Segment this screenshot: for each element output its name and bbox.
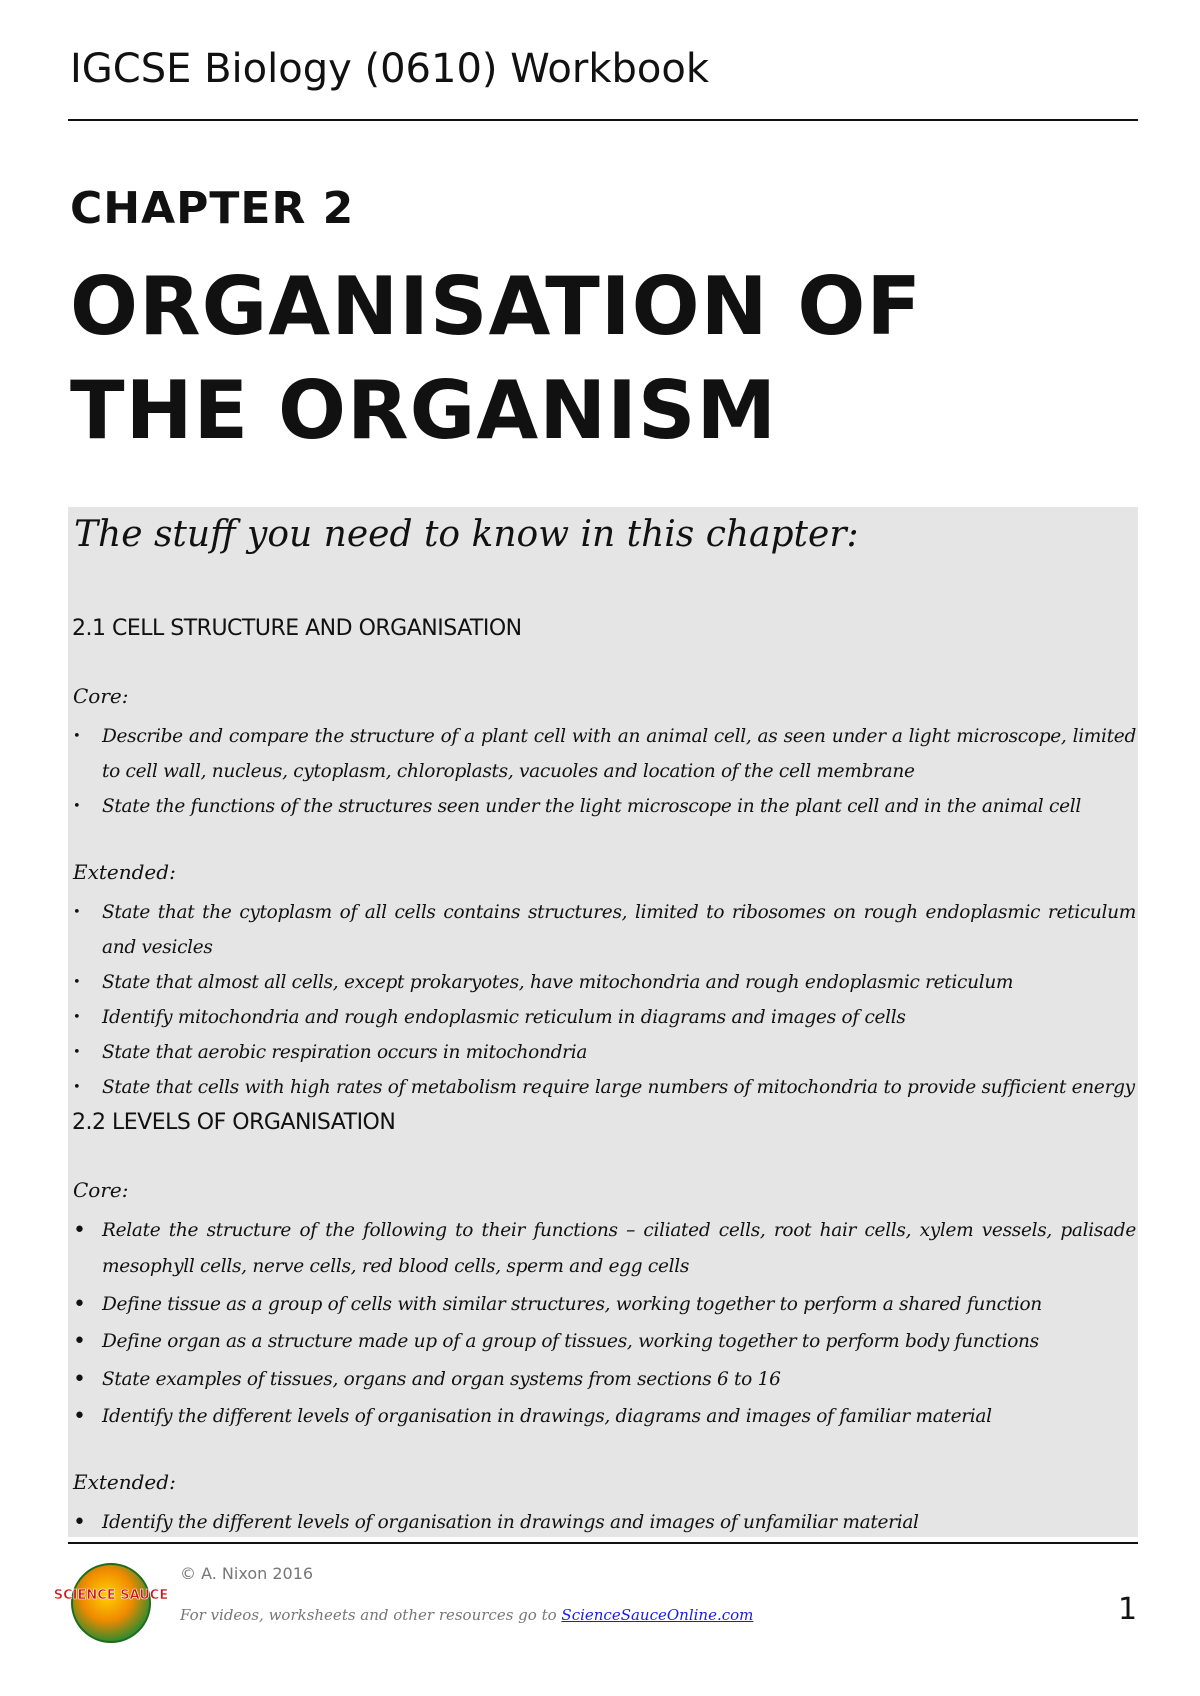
section-2-2-core-list — [70, 1213, 1136, 1437]
list-item: • Relate the structure of the following to their functions – ciliated cells, root hair cells, xylem vessels, palisade mesophyll cells, nerve cells, red blood cells, sperm and egg cells — [70, 1213, 1136, 1285]
section-2-1-core-list — [70, 719, 1136, 824]
section-2-1-extended-label: Extended: — [73, 860, 176, 884]
section-2-2-extended-list — [70, 1505, 1136, 1543]
science-sauce-logo — [53, 1562, 169, 1644]
list-item: • Identify mitochondria and rough endoplasmic reticulum in diagrams and images of cells — [70, 1000, 1136, 1035]
page-number: 1 — [1118, 1592, 1138, 1627]
logo-text: SCIENCE SAUCE — [53, 1588, 169, 1603]
list-item: • Identify the different levels of organisation in drawings and images of unfamiliar material — [70, 1505, 1136, 1541]
list-item: • State examples of tissues, organs and organ systems from sections 6 to 16 — [70, 1362, 1136, 1398]
header-divider — [68, 119, 1138, 121]
list-item: • State that cells with high rates of metabolism require large numbers of mitochondria to provide sufficient energy — [70, 1070, 1136, 1105]
section-2-1-title: 2.1 CELL STRUCTURE AND ORGANISATION — [72, 616, 522, 641]
chapter-label: CHAPTER 2 — [70, 183, 355, 234]
list-item: • Describe and compare the structure of a plant cell with an animal cell, as seen under a light microscope, limited to cell wall, nucleus, cytoplasm, chloroplasts, vacuoles and location of the cell membrane — [70, 719, 1136, 789]
section-2-2-title: 2.2 LEVELS OF ORGANISATION — [72, 1110, 396, 1135]
footer-note — [180, 1606, 753, 1624]
list-item: • State the functions of the structures seen under the light microscope in the plant cell and in the animal cell — [70, 789, 1136, 824]
syllabus-heading: The stuff you need to know in this chapter: — [74, 514, 859, 555]
section-2-1-extended-list — [70, 895, 1136, 1105]
list-item: • State that almost all cells, except prokaryotes, have mitochondria and rough endoplasmic reticulum — [70, 965, 1136, 1000]
workbook-title: IGCSE Biology (0610) Workbook — [70, 46, 710, 92]
footer-note-text: For videos, worksheets and other resources go to — [180, 1606, 557, 1624]
list-item: • State that the cytoplasm of all cells contains structures, limited to ribosomes on rough endoplasmic reticulum and vesicles — [70, 895, 1136, 965]
section-2-1-core-label: Core: — [73, 684, 129, 708]
list-item: • Define organ as a structure made up of a group of tissues, working together to perform body functions — [70, 1324, 1136, 1360]
website-link[interactable]: ScienceSauceOnline.com — [561, 1606, 754, 1624]
footer-divider — [68, 1542, 1138, 1544]
list-item: • Identify the different levels of organisation in drawings, diagrams and images of familiar material — [70, 1399, 1136, 1435]
section-2-2-extended-label: Extended: — [73, 1470, 176, 1494]
list-item: • State that aerobic respiration occurs in mitochondria — [70, 1035, 1136, 1070]
copyright-text: © A. Nixon 2016 — [180, 1564, 314, 1583]
section-2-2-core-label: Core: — [73, 1178, 129, 1202]
list-item: • Define tissue as a group of cells with similar structures, working together to perform a shared function — [70, 1287, 1136, 1323]
chapter-title: ORGANISATION OF THE ORGANISM — [70, 260, 923, 457]
